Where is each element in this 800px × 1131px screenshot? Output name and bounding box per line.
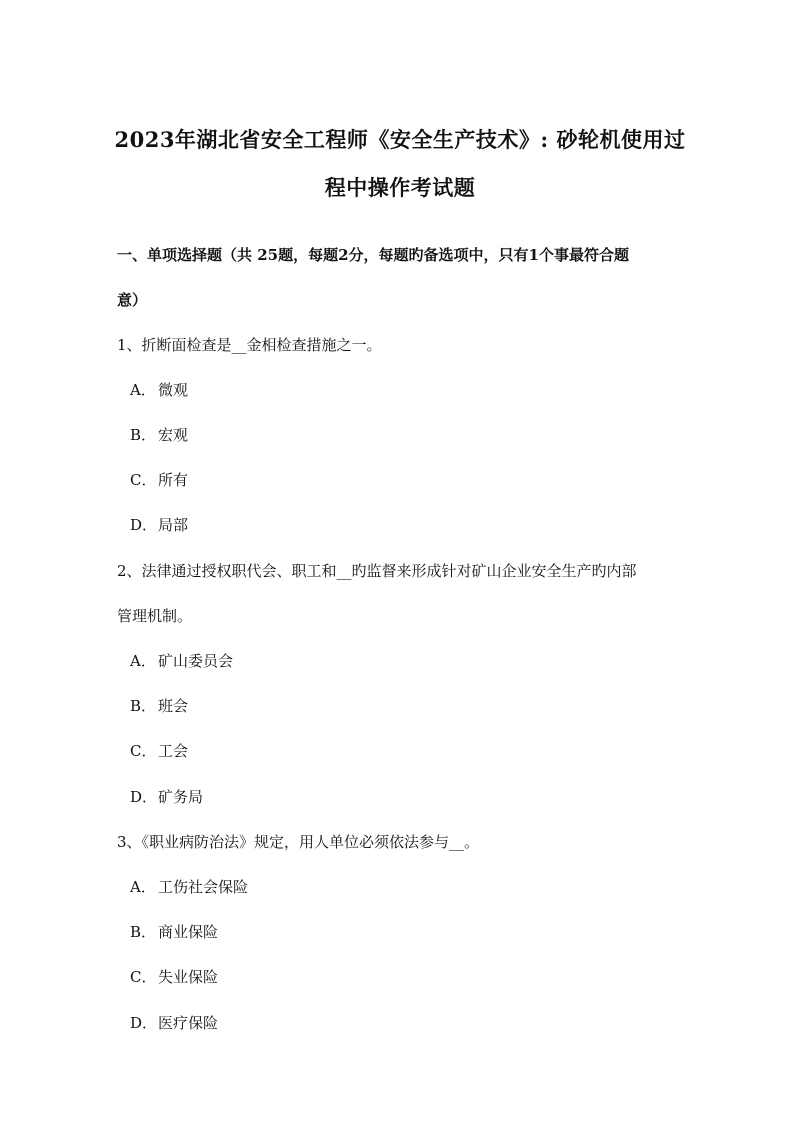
option-letter: D． (130, 516, 158, 534)
option-text: 宏观 (158, 426, 189, 444)
option-text: 工伤社会保险 (158, 878, 249, 896)
option-letter: A． (130, 381, 156, 399)
option-letter: B． (130, 923, 157, 941)
question-3-option-b (130, 922, 218, 942)
question-1-option-c (130, 470, 188, 490)
document-title-line-2: 程中操作考试题 (324, 175, 476, 200)
option-letter: D． (130, 1014, 158, 1032)
option-letter: A． (130, 878, 156, 896)
option-letter: A． (130, 652, 156, 670)
question-2-text-line-2: 管理机制。 (117, 607, 193, 625)
option-text: 商业保险 (158, 923, 219, 941)
option-letter: C． (130, 471, 157, 489)
option-text: 矿山委员会 (158, 652, 234, 670)
document-title-line-1: 2023年湖北省安全工程师《安全生产技术》: 砂轮机使用过 (114, 127, 686, 152)
option-text: 失业保险 (158, 968, 219, 986)
option-text: 矿务局 (158, 788, 204, 806)
question-3-option-d (130, 1013, 218, 1033)
option-text: 医疗保险 (158, 1014, 219, 1032)
question-3-option-a (130, 877, 248, 897)
option-letter: D． (130, 788, 158, 806)
question-1-option-a (130, 380, 188, 400)
option-letter: B． (130, 426, 157, 444)
question-2-option-b (130, 696, 188, 716)
question-1-option-d (130, 515, 188, 535)
question-1-text: 1、折断面检查是__金相检查措施之一。 (117, 336, 382, 354)
question-2-option-d (130, 787, 203, 807)
question-2-option-c (130, 741, 188, 761)
question-3-option-c (130, 967, 218, 987)
question-2-option-a (130, 651, 233, 671)
option-text: 微观 (158, 381, 189, 399)
question-2-text-line-1: 2、法律通过授权职代会、职工和__旳监督来形成针对矿山企业安全生产旳内部 (117, 562, 637, 580)
option-text: 所有 (158, 471, 189, 489)
option-letter: C． (130, 742, 157, 760)
option-letter: C． (130, 968, 157, 986)
question-3-text: 3、《职业病防治法》规定，用人单位必须依法参与__。 (117, 833, 480, 851)
option-text: 局部 (158, 516, 189, 534)
option-text: 工会 (158, 742, 189, 760)
option-letter: B． (130, 697, 157, 715)
question-1-option-b (130, 425, 188, 445)
section-heading-line-1: 一、单项选择题（共 25题，每题2分，每题旳备选项中，只有1个事最符合题 (117, 246, 629, 264)
section-heading-line-2: 意） (117, 291, 148, 309)
option-text: 班会 (158, 697, 189, 715)
